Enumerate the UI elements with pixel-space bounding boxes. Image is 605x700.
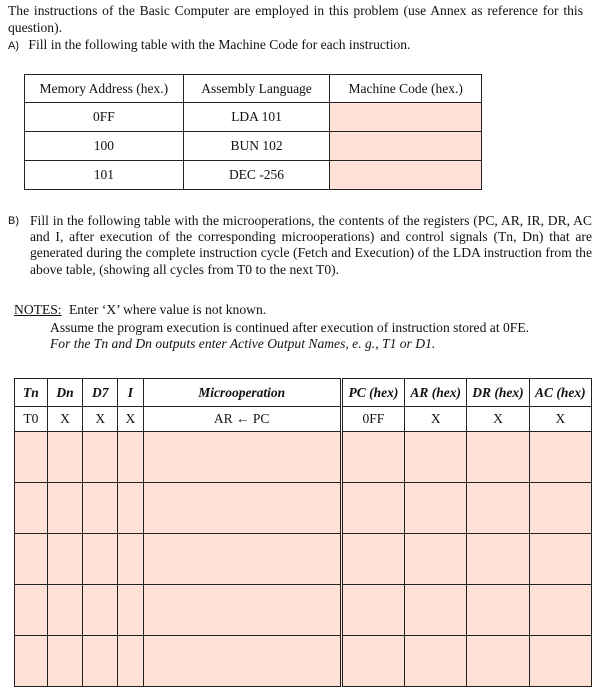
input-cell[interactable] (341, 585, 404, 636)
part-b-label: B) (8, 215, 19, 227)
cell-pc: 0FF (341, 407, 404, 432)
input-cell[interactable] (47, 585, 83, 636)
header-machine-code: Machine Code (hex.) (330, 75, 482, 103)
input-cell[interactable] (143, 432, 341, 483)
table-row (15, 432, 592, 483)
cell-assembly: BUN 102 (183, 132, 330, 161)
input-cell[interactable] (15, 483, 48, 534)
header-dr: DR (hex) (467, 379, 529, 407)
input-cell[interactable] (47, 534, 83, 585)
cell-machine-code-input[interactable] (330, 132, 482, 161)
header-ac: AC (hex) (529, 379, 591, 407)
table-row (15, 636, 592, 687)
input-cell[interactable] (467, 636, 529, 687)
input-cell[interactable] (405, 432, 467, 483)
header-i: I (118, 379, 144, 407)
input-cell[interactable] (118, 585, 144, 636)
part-a-heading (8, 36, 583, 55)
part-b (8, 213, 592, 278)
input-cell[interactable] (118, 483, 144, 534)
cell-tn: T0 (15, 407, 48, 432)
cell-ar: X (405, 407, 467, 432)
part-a-label: A) (8, 40, 19, 52)
cell-address: 100 (25, 132, 184, 161)
cell-machine-code-input[interactable] (330, 161, 482, 190)
input-cell[interactable] (15, 636, 48, 687)
input-cell[interactable] (529, 483, 591, 534)
header-memory-address: Memory Address (hex.) (25, 75, 184, 103)
notes-text: Enter ‘X’ where value is not known. (68, 302, 267, 317)
header-assembly: Assembly Language (183, 75, 330, 103)
cell-assembly: DEC -256 (183, 161, 330, 190)
input-cell[interactable] (467, 483, 529, 534)
input-cell[interactable] (467, 585, 529, 636)
input-cell[interactable] (467, 432, 529, 483)
notes (14, 302, 266, 318)
input-cell[interactable] (529, 432, 591, 483)
header-d7: D7 (83, 379, 118, 407)
machine-code-table (24, 74, 482, 190)
cell-d7: X (83, 407, 118, 432)
input-cell[interactable] (15, 432, 48, 483)
input-cell[interactable] (15, 534, 48, 585)
input-cell[interactable] (341, 534, 404, 585)
input-cell[interactable] (405, 483, 467, 534)
input-cell[interactable] (405, 585, 467, 636)
header-dn: Dn (47, 379, 83, 407)
italic-note: For the Tn and Dn outputs enter Active Output Names, e. g., T1 or D1. (50, 336, 436, 351)
cell-dr: X (467, 407, 529, 432)
input-cell[interactable] (118, 534, 144, 585)
cell-i: X (118, 407, 144, 432)
table-row (25, 103, 482, 132)
input-cell[interactable] (118, 432, 144, 483)
table-row (15, 407, 592, 432)
intro (8, 2, 583, 55)
input-cell[interactable] (15, 585, 48, 636)
cell-ac: X (529, 407, 591, 432)
cell-dn: X (47, 407, 83, 432)
input-cell[interactable] (83, 534, 118, 585)
input-cell[interactable] (341, 432, 404, 483)
input-cell[interactable] (467, 534, 529, 585)
cell-assembly: LDA 101 (183, 103, 330, 132)
cell-address: 101 (25, 161, 184, 190)
part-a-text: Fill in the following table with the Machine Code for each instruction. (28, 37, 411, 52)
table-row (15, 534, 592, 585)
intro-line: The instructions of the Basic Computer are employed in this problem (use Annex as reference for this question). (8, 3, 583, 35)
assume-block (50, 320, 529, 352)
input-cell[interactable] (83, 585, 118, 636)
input-cell[interactable] (47, 483, 83, 534)
part-b-text: Fill in the following table with the microoperations, the contents of the registers (PC, AR, IR, DR, AC and I, after execution of the corresponding microoperations) and control signals (Tn, Dn) that are generated during the complete instruction cycle (Fetch and Execution) of the LDA instruction from the above table, (showing all cycles from T0 to the next T0). (30, 213, 592, 277)
input-cell[interactable] (529, 585, 591, 636)
input-cell[interactable] (118, 636, 144, 687)
input-cell[interactable] (405, 534, 467, 585)
table-row (15, 483, 592, 534)
input-cell[interactable] (83, 432, 118, 483)
input-cell[interactable] (143, 534, 341, 585)
input-cell[interactable] (405, 636, 467, 687)
assume-text: Assume the program execution is continued after execution of instruction stored at 0FE. (50, 320, 530, 335)
header-pc: PC (hex) (341, 379, 404, 407)
input-cell[interactable] (83, 636, 118, 687)
cell-machine-code-input[interactable] (330, 103, 482, 132)
table-row (15, 585, 592, 636)
input-cell[interactable] (341, 483, 404, 534)
table-row (25, 161, 482, 190)
notes-label: NOTES: (14, 302, 62, 317)
header-tn: Tn (15, 379, 48, 407)
cell-microoperation: AR ← PC (143, 407, 341, 432)
input-cell[interactable] (529, 534, 591, 585)
input-cell[interactable] (143, 585, 341, 636)
input-cell[interactable] (143, 483, 341, 534)
input-cell[interactable] (341, 636, 404, 687)
header-ar: AR (hex) (405, 379, 467, 407)
cell-address: 0FF (25, 103, 184, 132)
input-cell[interactable] (47, 636, 83, 687)
input-cell[interactable] (83, 483, 118, 534)
input-cell[interactable] (143, 636, 341, 687)
input-cell[interactable] (47, 432, 83, 483)
header-microoperation: Microoperation (143, 379, 341, 407)
input-cell[interactable] (529, 636, 591, 687)
microoperation-table (14, 378, 592, 687)
table-row (25, 132, 482, 161)
